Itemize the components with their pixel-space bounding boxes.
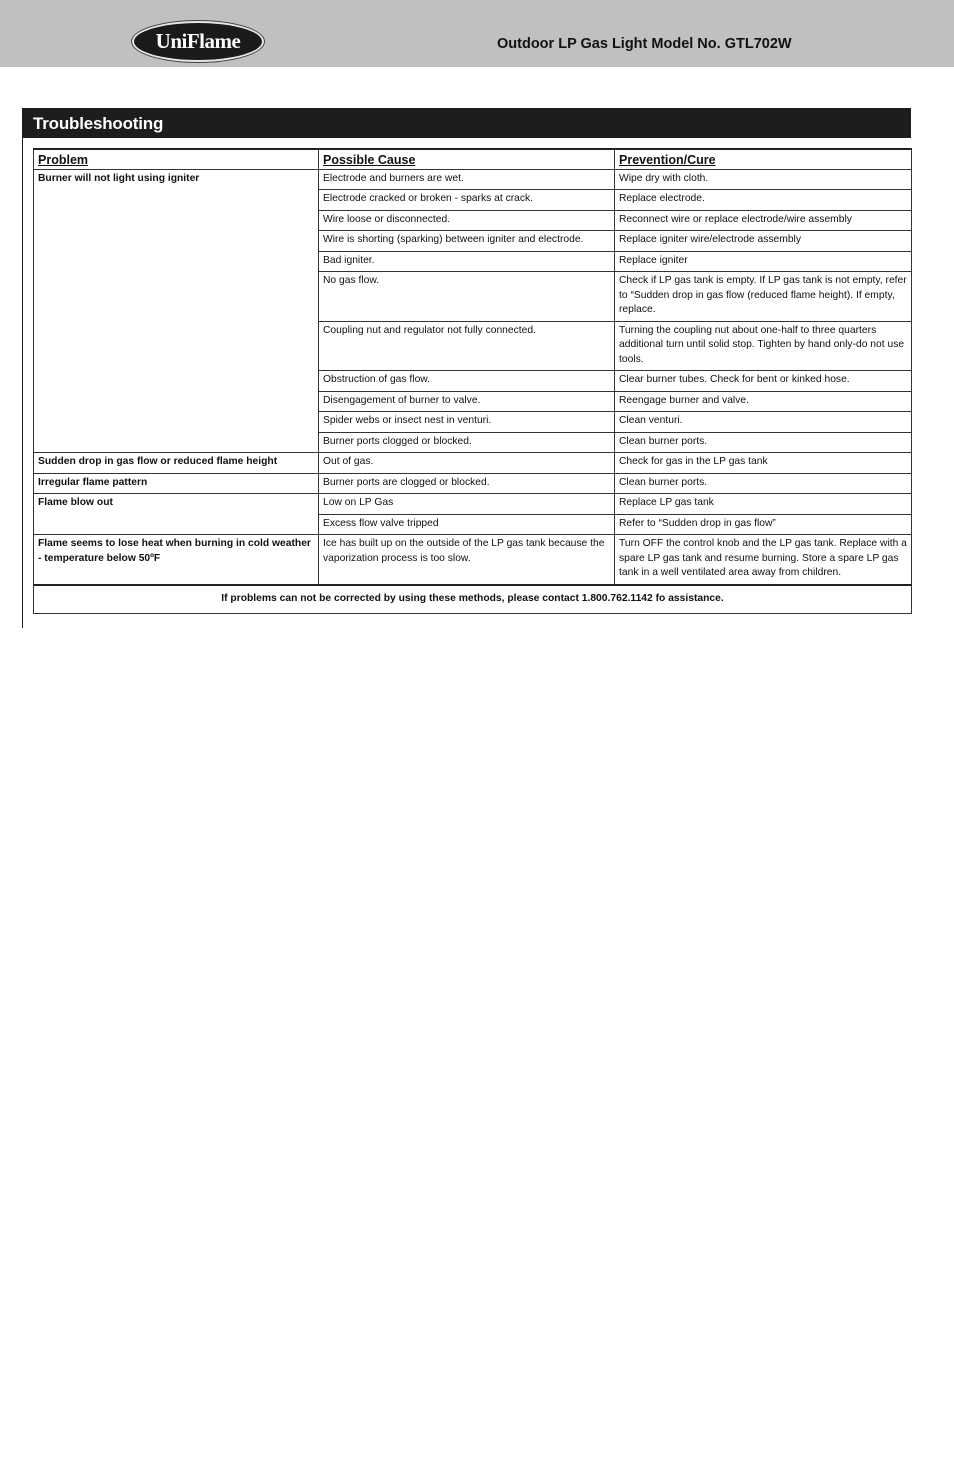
cause-cell: Spider webs or insect nest in venturi. xyxy=(319,412,615,433)
header-problem: Problem xyxy=(34,149,319,169)
cure-cell: Clear burner tubes. Check for bent or kinked hose. xyxy=(615,371,912,392)
cause-cell: Bad igniter. xyxy=(319,251,615,272)
header-possible-cause: Possible Cause xyxy=(319,149,615,169)
cure-cell: Replace electrode. xyxy=(615,190,912,211)
cure-cell: Clean venturi. xyxy=(615,412,912,433)
problem-cell: Flame seems to lose heat when burning in cold weather - temperature below 50ºF xyxy=(34,535,319,585)
table-header-row xyxy=(34,149,912,169)
table-row xyxy=(34,494,912,515)
problem-cell: Burner will not light using igniter xyxy=(34,169,319,453)
cure-cell: Clean burner ports. xyxy=(615,432,912,453)
cure-cell: Wipe dry with cloth. xyxy=(615,169,912,190)
cure-cell: Reengage burner and valve. xyxy=(615,391,912,412)
left-margin-rule xyxy=(22,137,23,628)
cause-cell: Wire is shorting (sparking) between igniter and electrode. xyxy=(319,231,615,252)
cure-cell: Check for gas in the LP gas tank xyxy=(615,453,912,474)
table-row xyxy=(34,535,912,585)
table-body xyxy=(34,169,912,585)
problem-cell: Irregular flame pattern xyxy=(34,473,319,494)
table-row xyxy=(34,169,912,190)
cause-cell: Electrode and burners are wet. xyxy=(319,169,615,190)
model-title: Outdoor LP Gas Light Model No. GTL702W xyxy=(497,36,792,52)
cure-cell: Reconnect wire or replace electrode/wire assembly xyxy=(615,210,912,231)
table-row xyxy=(34,473,912,494)
section-title-bar xyxy=(22,108,911,138)
cure-cell: Refer to “Sudden drop in gas flow” xyxy=(615,514,912,535)
problem-cell: Sudden drop in gas flow or reduced flame height xyxy=(34,453,319,474)
cure-cell: Clean burner ports. xyxy=(615,473,912,494)
cause-cell: Ice has built up on the outside of the LP gas tank because the vaporization process is too slow. xyxy=(319,535,615,585)
table-row xyxy=(34,453,912,474)
cure-cell: Turning the coupling nut about one-half to three quarters additional turn until solid stop. Tighten by hand only-do not use tools. xyxy=(615,321,912,371)
cure-cell: Turn OFF the control knob and the LP gas tank. Replace with a spare LP gas tank and resume burning. Store a spare LP gas tank in a well ventilated area away from children. xyxy=(615,535,912,585)
contact-note: If problems can not be corrected by using these methods, please contact 1.800.762.1142 fo assistance. xyxy=(34,585,912,614)
cure-cell: Replace igniter xyxy=(615,251,912,272)
cure-cell: Replace igniter wire/electrode assembly xyxy=(615,231,912,252)
cause-cell: Burner ports are clogged or blocked. xyxy=(319,473,615,494)
cause-cell: Coupling nut and regulator not fully connected. xyxy=(319,321,615,371)
section-title: Troubleshooting xyxy=(33,114,164,133)
cause-cell: Electrode cracked or broken - sparks at crack. xyxy=(319,190,615,211)
cure-cell: Check if LP gas tank is empty. If LP gas tank is not empty, refer to “Sudden drop in gas flow (reduced flame height). If empty, replace. xyxy=(615,272,912,322)
cause-cell: Obstruction of gas flow. xyxy=(319,371,615,392)
cause-cell: Disengagement of burner to valve. xyxy=(319,391,615,412)
cure-cell: Replace LP gas tank xyxy=(615,494,912,515)
cause-cell: Wire loose or disconnected. xyxy=(319,210,615,231)
troubleshooting-table xyxy=(33,148,912,614)
cause-cell: No gas flow. xyxy=(319,272,615,322)
brand-name: UniFlame xyxy=(155,29,241,53)
header-prevention-cure: Prevention/Cure xyxy=(615,149,912,169)
problem-cell: Flame blow out xyxy=(34,494,319,535)
cause-cell: Burner ports clogged or blocked. xyxy=(319,432,615,453)
table-footer-row xyxy=(34,585,912,614)
page-header xyxy=(0,0,954,67)
cause-cell: Out of gas. xyxy=(319,453,615,474)
cause-cell: Excess flow valve tripped xyxy=(319,514,615,535)
uniflame-logo xyxy=(134,23,262,60)
cause-cell: Low on LP Gas xyxy=(319,494,615,515)
